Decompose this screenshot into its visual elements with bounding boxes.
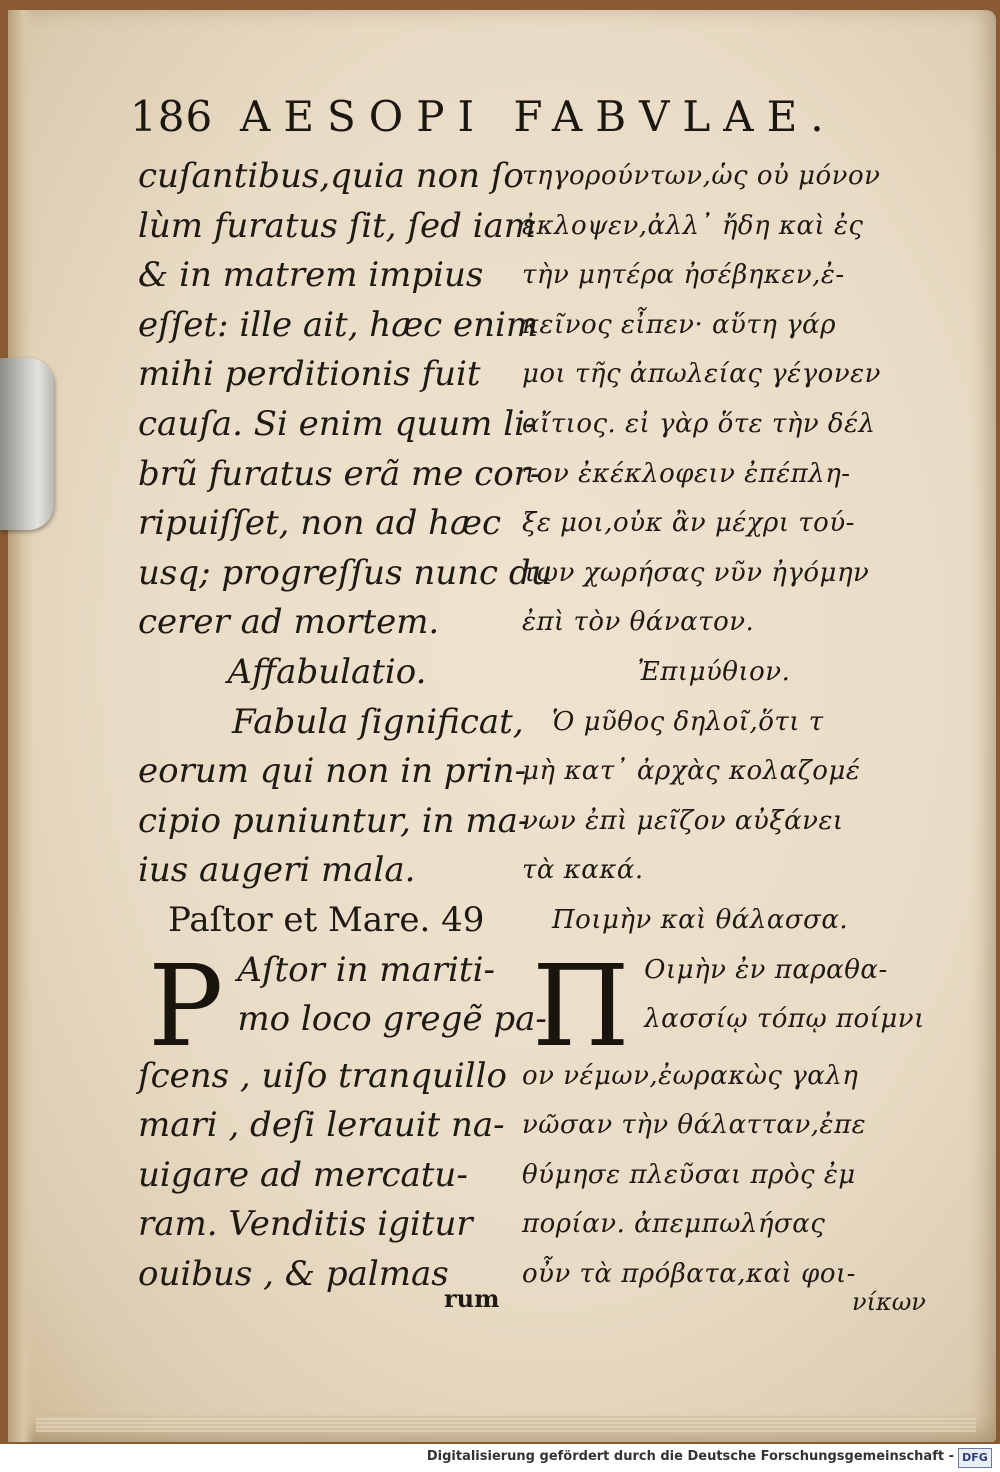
page-gutter <box>8 10 34 1442</box>
greek-line: των χωρήσας νῦν ἠγόμην <box>522 557 870 588</box>
greek-fable-line: λασσίῳ τόπῳ ποίμνι <box>644 1004 925 1035</box>
latin-line: cuſantibus,quia non ſo <box>138 156 524 196</box>
greek-catchword: νίκων <box>852 1288 926 1316</box>
dfg-logo-text: DFG <box>962 1451 988 1464</box>
dfg-logo-icon <box>958 1448 992 1468</box>
latin-fable-line: ouibus , & palmas <box>138 1253 449 1294</box>
greek-fable-opening <box>522 941 925 1072</box>
greek-fable-line: οὖν τὰ πρόβατα,καὶ φοι- <box>522 1258 856 1289</box>
latin-line: eſſet: ille ait, hæc enim <box>138 304 539 345</box>
greek-dropcap: Π <box>532 941 631 1072</box>
greek-fable-line: πορίαν. ἀπεμπωλήσας <box>522 1209 826 1240</box>
latin-line: ripuiſſet, non ad hæc <box>138 503 502 544</box>
latin-fable-title: Paſtor et Mare. 49 <box>168 899 485 940</box>
latin-fable-line: ram. Venditis igitur <box>138 1204 473 1245</box>
greek-moral-line: μὴ κατ᾽ ἀρχὰς κολαζομέ <box>522 756 861 787</box>
latin-catchword: rum <box>444 1284 500 1313</box>
latin-moral-line: Fabula ſignificat, <box>232 701 524 742</box>
latin-line: cerer ad mortem. <box>138 602 440 643</box>
latin-moral-line: ius augeri mala. <box>138 850 416 891</box>
latin-fable-line: Aſtor in mariti- <box>237 949 495 990</box>
book-clip <box>0 358 54 530</box>
greek-line: ἐκλοψεν,ἀλλ᾽ ἤδη καὶ ἐς <box>522 210 864 241</box>
greek-moral-line: νων ἐπὶ μεῖζον αὐξάνει <box>522 805 844 836</box>
epimythion-heading: Ἐπιμύθιον. <box>637 656 791 687</box>
greek-line: μοι τῆς ἀπωλείας γέγονεν <box>522 359 881 390</box>
latin-moral-line: eorum qui non in prin- <box>138 751 527 792</box>
greek-moral-line: τὰ κακά. <box>522 855 644 886</box>
latin-fable-line: mo loco gregẽ pa- <box>237 999 547 1040</box>
greek-fable-line: νῶσαν τὴν θάλατταν,ἐπε <box>522 1110 867 1141</box>
greek-fable-line: Οιμὴν ἐν παραθα- <box>644 954 888 985</box>
latin-line: brũ furatus erã me cor- <box>138 453 542 494</box>
funding-credit: Digitalisierung gefördert durch die Deutsche Forschungsgemeinschaft - <box>426 1449 954 1464</box>
latin-fable-line: ſcens , uiſo tranquillo <box>138 1055 507 1096</box>
greek-line: τηγορούντων,ὡς οὐ μόνον <box>522 161 881 191</box>
latin-moral-line: cipio puniuntur, in ma- <box>138 800 530 841</box>
latin-line: cauſa. Si enim quum li- <box>138 403 537 444</box>
footer-bar <box>0 1444 1000 1472</box>
greek-column <box>522 152 925 1299</box>
latin-line: & in matrem impius <box>138 255 484 296</box>
page-number: 186 <box>130 92 214 141</box>
greek-line: κεῖνος εἶπεν· αὕτη γάρ <box>522 309 836 340</box>
latin-column <box>138 152 553 1299</box>
greek-moral-line: Ὁ μῦθος δηλοῖ,ὅτι τ <box>552 706 824 737</box>
latin-dropcap: P <box>148 941 224 1072</box>
greek-line: τον ἐκέκλοφειν ἐπέπλη- <box>522 458 851 489</box>
greek-line: τὴν μητέρα ἠσέβηκεν,ἐ- <box>522 260 845 291</box>
page-edges <box>36 1416 976 1432</box>
running-head: AESOPI FABVLAE. <box>240 92 837 141</box>
greek-fable-title: Ποιμὴν καὶ θάλασσα. <box>552 904 849 935</box>
latin-fable-opening <box>138 941 547 1072</box>
greek-fable-line: ον νέμων,ἐωρακὼς γαλη <box>522 1060 859 1091</box>
latin-line: usq; progreſſus nunc du <box>138 552 553 593</box>
affabulatio-heading: Affabulatio. <box>227 651 427 692</box>
greek-line: ἐπὶ τὸν θάνατον. <box>522 607 755 638</box>
greek-line: αἴτιος. εἰ γὰρ ὅτε τὴν δέλ <box>522 408 876 439</box>
latin-fable-line: uigare ad mercatu- <box>138 1154 468 1195</box>
greek-fable-line: θύμησε πλεῦσαι πρὸς ἐμ <box>522 1159 856 1190</box>
latin-line: lùm furatus ſit, ſed iam <box>138 205 537 246</box>
page-header <box>130 92 837 152</box>
latin-line: mihi perditionis fuit <box>138 354 481 395</box>
latin-fable-line: mari , deſi lerauit na- <box>138 1105 505 1146</box>
greek-line: ξε μοι,οὐκ ἂν μέχρι τού- <box>522 508 855 539</box>
